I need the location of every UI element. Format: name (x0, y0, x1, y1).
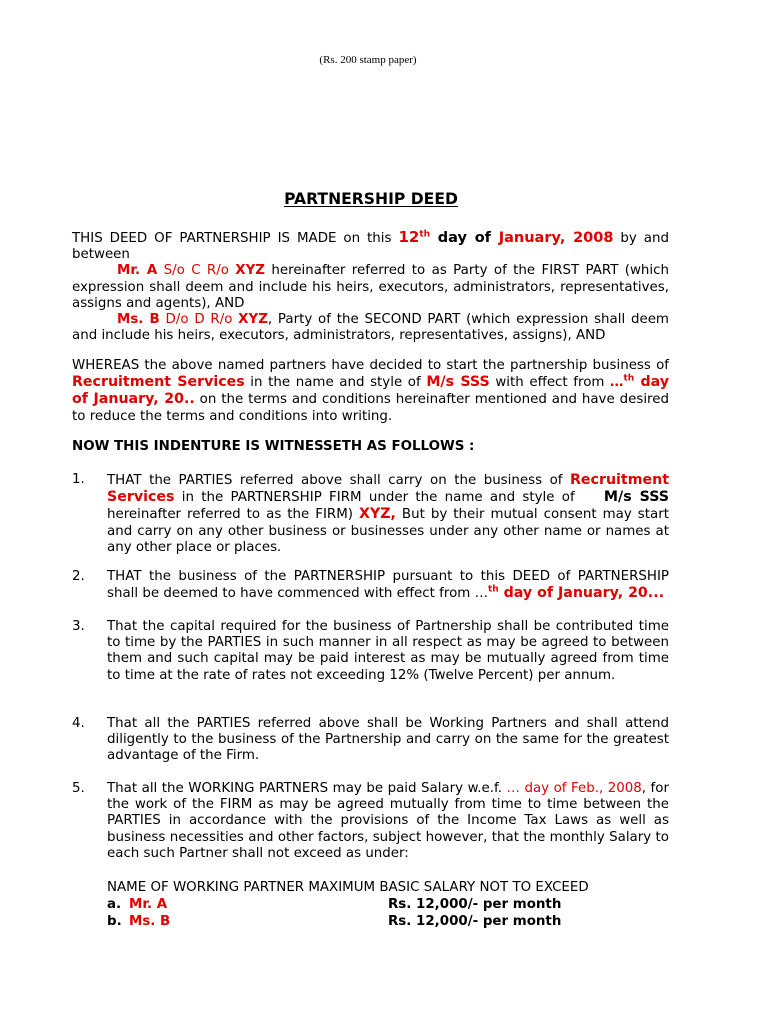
salary-amount: Rs. 12,000/- per month (388, 897, 562, 912)
salary-amount: Rs. 12,000/- per month (388, 914, 562, 929)
clause-2: THAT the business of the PARTNERSHIP pursuant to this DEED of PARTNERSHIP shall be deemed to have commenced with effect from …$^{th}$ day of January, 20... (107, 569, 669, 602)
salary-table-header: NAME OF WORKING PARTNER MAXIMUM BASIC SALARY NOT TO EXCEED (107, 880, 589, 895)
partner-name: Mr. A (129, 897, 168, 912)
clause-4: That all the PARTIES referred above shall be Working Partners and shall attend diligently to the business of the Partnership and carry on the same for the greatest advantage of the Firm. (107, 716, 669, 764)
first-party: Mr. A S/o C R/o XYZ hereinafter referred to as Party of the FIRST PART (which expression shall deem and include his heirs, executors, administrators, representatives, assigns and agents), AND (72, 263, 669, 311)
witness-heading: NOW THIS INDENTURE IS WITNESSETH AS FOLLOWS : (72, 439, 475, 454)
item-number: 3. (72, 619, 85, 634)
intro-paragraph: THIS DEED OF PARTNERSHIP IS MADE on this 12th day of January, 2008 by and between Mr. A S/o C R/o XYZ hereinafter referred to as Party of the FIRST PART (which expression shall deem and include his heirs, executors, administrators, representatives, assigns and agents), AND Ms. B D/o D R/o XYZ, Party of the SECOND PART (which expression shall deem and include his heirs, executors, administrators, representatives, assigns), AND (72, 228, 669, 344)
item-number: 1. (72, 472, 85, 487)
partner-name: Ms. B (129, 914, 171, 929)
item-number: 5. (72, 781, 85, 796)
document-title: PARTNERSHIP DEED (284, 190, 458, 208)
item-number: 2. (72, 569, 85, 584)
clause-1: THAT the PARTIES referred above shall carry on the business of Recruitment Services in the PARTNERSHIP FIRM under the name and style of M/s SSS hereinafter referred to as the FIRM) XYZ, But by their mutual consent may start and carry on any other business or businesses under any other name or names at any other place or places. (107, 472, 670, 555)
row-letter: a. (107, 897, 122, 912)
item-number: 4. (72, 716, 85, 731)
clause-3: That the capital required for the business of Partnership shall be contributed time to time by the PARTIES in such manner in all respect as may be agreed to between them and such capital may be paid interest as may be mutually agreed from time to time at the rate of rates not exceeding 12% (Twelve Percent) per annum. (107, 619, 669, 683)
whereas-paragraph: WHEREAS the above named partners have decided to start the partnership business of Recruitment Services in the name and style of M/s SSS with effect from …$^{th}$ day of January, 20.. on the terms and conditions hereinafter mentioned and have desired to reduce the terms and conditions into writing. (72, 358, 669, 424)
salary-row (107, 897, 669, 914)
clause-5: That all the WORKING PARTNERS may be paid Salary w.e.f. … day of Feb., 2008, for the work of the FIRM as may be agreed mutually from time to time between the PARTIES in accordance with the provisions of the Income Tax Laws as well as business necessities and other factors, subject however, that the monthly Salary to each such Partner shall not exceed as under: (107, 781, 669, 861)
stamp-paper-note: (Rs. 200 stamp paper) (319, 54, 417, 66)
second-party: Ms. B D/o D R/o XYZ, Party of the SECOND PART (which expression shall deem and include his heirs, executors, administrators, representatives, assigns), AND (72, 312, 669, 344)
salary-row (107, 914, 669, 931)
row-letter: b. (107, 914, 122, 929)
